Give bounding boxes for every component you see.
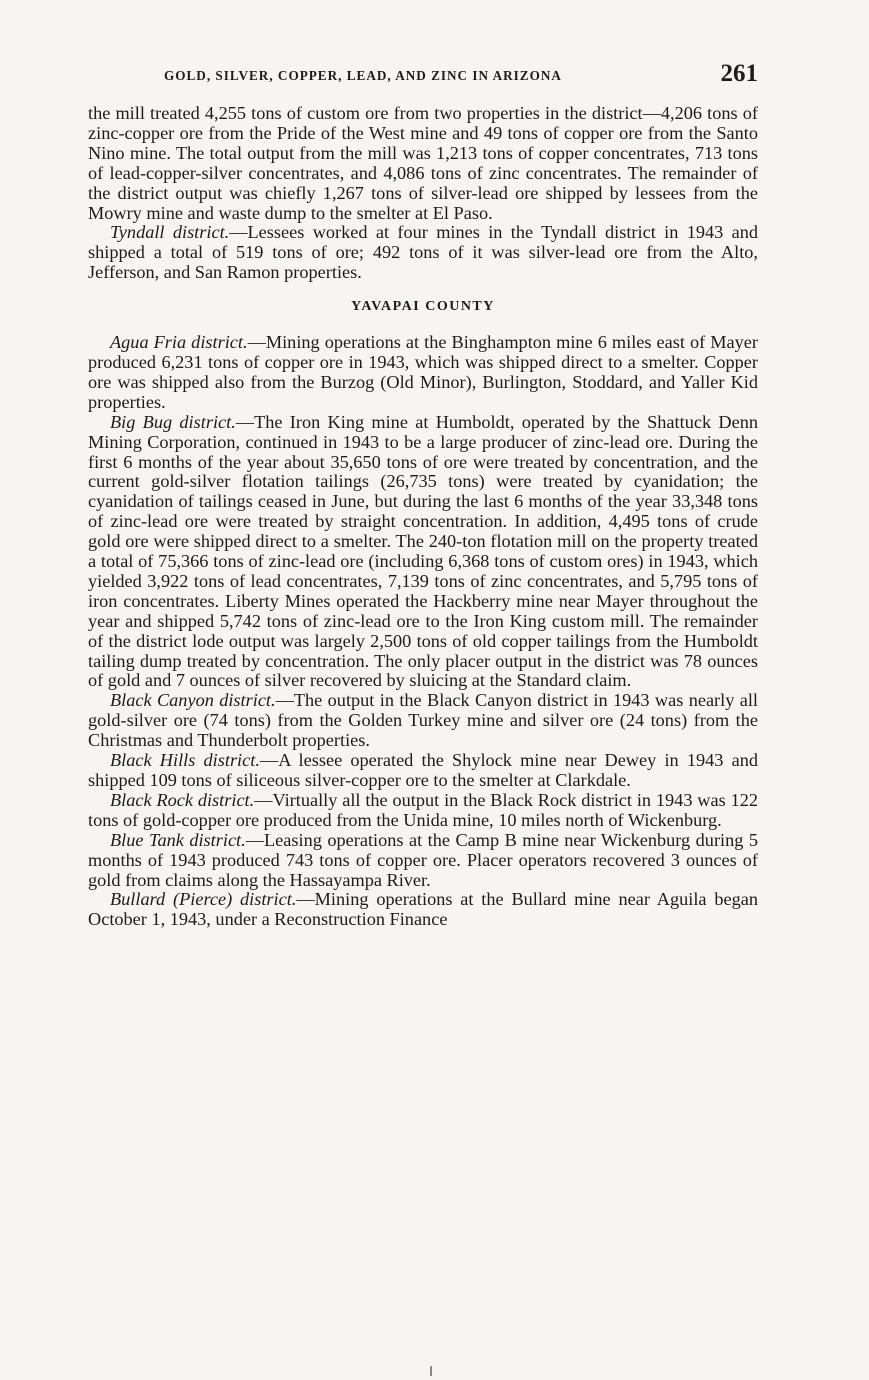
body-text (88, 104, 758, 930)
district-text-black-canyon: —The output in the Black Canyon district in 1943 was nearly all gold-silver ore (74 tons) from the Golden Turkey mine and silver ore (24 tons) from the Christmas and Thunderbolt properties. (88, 690, 759, 751)
district-name-blue-tank: Blue Tank district. (110, 829, 246, 850)
page-number: 261 (720, 60, 758, 87)
district-text-agua-fria: —Mining operations at the Binghampton mine 6 miles east of Mayer produced 6,231 tons of copper ore in 1943, which was shipped direct to a smelter. Copper ore was shipped also from the Burzog (Old Minor), Burlington, Stoddard, and Yaller Kid properties. (88, 332, 758, 412)
district-name-agua-fria: Agua Fria district. (110, 332, 248, 353)
district-name-black-canyon: Black Canyon district. (110, 690, 276, 711)
district-text-blue-tank: —Leasing operations at the Camp B mine near Wickenburg during 5 months of 1943 produced 743 tons of copper ore. Placer operators recovered 3 ounces of gold from claims along the Hassayampa River. (88, 829, 759, 890)
district-name-black-hills: Black Hills district. (110, 750, 260, 771)
scan-mark (430, 1366, 432, 1376)
district-text-bullard: —Mining operations at the Bullard mine near Aguila began October 1, 1943, under a Reconstruction Finance (88, 889, 758, 930)
district-name-bullard: Bullard (Pierce) district. (110, 889, 297, 910)
district-text-black-rock: —Virtually all the output in the Black Rock district in 1943 was 122 tons of gold-copper ore produced from the Unida mine, 10 miles north of Wickenburg. (88, 789, 758, 830)
paragraph-santa-cruz-continuation: the mill treated 4,255 tons of custom ore from two properties in the district—4,206 tons of zinc-copper ore from the Pride of the West mine and 49 tons of copper ore from the Santo Nino mine. The total output from the mill was 1,213 tons of copper concentrates, 713 tons of lead-copper-silver concentrates, and 4,086 tons of zinc concentrates. The remainder of the district output was chiefly 1,267 tons of silver-lead ore shipped by lessees from the Mowry mine and waste dump to the smelter at El Paso. (88, 103, 758, 223)
paragraph-blue-tank-district (88, 831, 758, 891)
district-text-black-hills: —A lessee operated the Shylock mine near Dewey in 1943 and shipped 109 tons of siliceous silver-copper ore to the smelter at Clarkdale. (88, 750, 758, 790)
district-name-black-rock: Black Rock district. (110, 789, 255, 810)
district-name-tyndall: Tyndall district. (110, 222, 230, 243)
paragraph-agua-fria-district (88, 333, 758, 413)
paragraph-bullard-district (88, 890, 758, 930)
district-text-big-bug: —The Iron King mine at Humboldt, operated by the Shattuck Denn Mining Corporation, continued in 1943 to be a large producer of zinc-lead ore. During the first 6 months of the year about 35,650 tons of ore were treated by concentration, and the current gold-silver flotation tailings (26,735 tons) were treated by cyanidation; the cyanidation of tailings ceased in June, but during the last 6 months of the year 33,348 tons of zinc-lead ore were treated by straight concentration. In addition, 4,495 tons of crude gold ore were shipped direct to a smelter. The 240-ton flotation mill on the property treated a total of 75,366 tons of zinc-lead ore (including 6,368 tons of custom ores) in 1943, which yielded 3,922 tons of lead concentrates, 7,139 tons of zinc concentrates, and 5,795 tons of iron concentrates. Liberty Mines operated the Hackberry mine near Mayer throughout the year and shipped 5,742 tons of zinc-lead ore to the Iron King custom mill. The remainder of the district lode output was largely 2,500 tons of old copper tailings from the Humboldt tailing dump treated by concentration. The only placer output in the district was 78 ounces of gold and 7 ounces of silver recovered by sluicing at the Standard claim. (88, 411, 758, 691)
district-name-big-bug: Big Bug district. (110, 411, 236, 432)
page-header (88, 60, 764, 90)
district-text-tyndall: —Lessees worked at four mines in the Tyndall district in 1943 and shipped a total of 519 tons of ore; 492 tons of it was silver-lead ore from the Alto, Jefferson, and San Ramon properties. (88, 222, 758, 283)
running-head: GOLD, SILVER, COPPER, LEAD, AND ZINC IN ARIZONA (164, 68, 562, 83)
paragraph-black-canyon-district (88, 691, 758, 751)
paragraph-black-rock-district (88, 791, 758, 831)
section-heading-yavapai: YAVAPAI COUNTY (351, 299, 495, 315)
paragraph-black-hills-district (88, 751, 758, 791)
paragraph-tyndall-district (88, 223, 758, 283)
paragraph-big-bug-district (88, 413, 758, 692)
